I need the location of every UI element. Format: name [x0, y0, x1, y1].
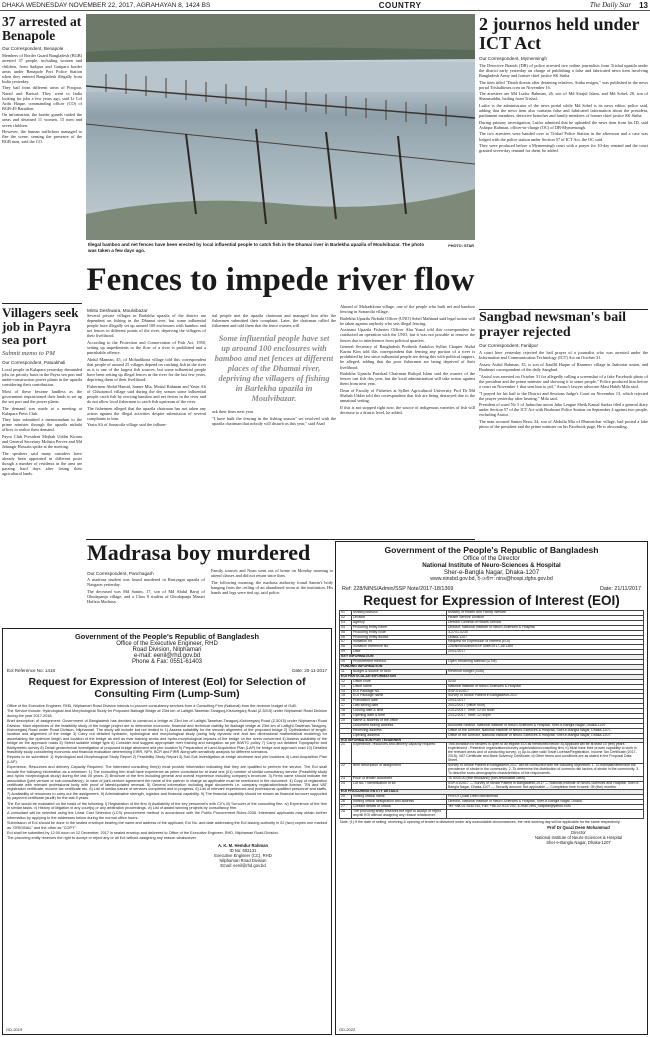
row-value: Ministry of Health and Family Welfare [447, 611, 644, 616]
sign-line: Nilphamari Road Division [219, 857, 267, 863]
sign-line: Email: eenil@rhd.gov.bd [220, 862, 266, 868]
row-label: Office code [352, 679, 447, 684]
ref-date: Date: 21/11/2017 [600, 586, 641, 592]
row-label: Agency [352, 620, 447, 625]
ad-note: Note: (1) If the date of selling, receiving & opening of tender is disturbed under any unavoidable circumstances, the next working day will be applicable for the same respectively. [340, 819, 621, 824]
row-label: Experience, resources and delivery capacity required [352, 743, 447, 764]
row-label: EOI Package No. [352, 689, 447, 694]
benapole-story [2, 15, 82, 302]
row-number: 10 [340, 660, 352, 665]
ad-office: Office of the Executive Engineer, RHD [116, 641, 218, 647]
row-number: 26 [340, 800, 352, 805]
row-label: Ministry/division [352, 611, 447, 616]
paragraph: The following morning, the madrasa authority found Sanim's body hanging from the ceiling of an abandoned room at the institution. His hands and legs were tied up, said police. [211, 579, 333, 595]
row-label: Publication date [352, 699, 447, 704]
sign-line: ID No: 602131 [229, 847, 257, 853]
row-label: Inviting official designation and address [352, 800, 447, 805]
paragraph: Local people in Kalapara yesterday demanded jobs on priority basis in the Payra sea port and under-construction power plants in the upazila considering their contribution. [2, 366, 82, 388]
payra-story [2, 306, 82, 622]
row-label: Invitation reference No. [352, 645, 447, 650]
ad-email: e-mail: eenil@rhd.gov.bd [133, 653, 201, 659]
sign-line: Sher-e-Bangla Nagar, Dhaka-1207 [546, 840, 611, 846]
row-value: Office of the Director, National Institute of Neuro-Sciences & Hospital, Sher-e-Bangla Nagar, Dhaka-1207. [447, 733, 644, 738]
paragraph: The man accused Sanim Reza, 24, son of Abdulla Mia of Dhamrichar village, had posted a fake photo of the president and the prime minister on his Facebook page, He is absconding. [479, 419, 648, 430]
paragraph: The procuring entity reserves the right to accept or reject any or all EoI without assigning any reason whatsoever. [7, 836, 197, 841]
row-number: 06 [340, 635, 352, 640]
paragraph: ask their fines next year. [212, 409, 254, 415]
row-number: 27 [340, 805, 352, 810]
paragraph: Several private villages in Barlekha upazila of the district are dependent on fishing in the Dhamai river, but some influential people have illegally set up around 100 enclosures with bamboo and net fences in different points of the river, depriving the villagers of their livelihood. [87, 313, 206, 339]
row-number: 15 [340, 694, 352, 699]
sign-line: National Institute of Neuro-Sciences & Hospital [534, 835, 623, 841]
paragraph: They later submitted a memorandum to the prime minister through the upazila nirbahi officer to realise their demand. [2, 417, 82, 433]
row-value: This invitation for tenders is open to all eligible EOI as mentioned below: a) Applicant will be at least 10 (ten) years experienced - Research organizations/survey organizations/consulting firm; b) Must have their proven capability to work in the relevant areas and of conducting survey; c) Up-to-date valid Trade License/Registration, Income Tax Certificate (2017-2018), VAT Certificate and Bank Solvency Certificate; d) Other terms and conditions are as stated in the Proposal Data Sheet. [447, 743, 644, 764]
paragraph: Office of the Executive Engineer, RHD, Nilphamari Road Division intends to procure consultancy services from a Consulting Firm (National) from the revenue budget of GoB. [7, 704, 297, 708]
ad-title: Request for Expression of Interest (EoI) for Selection of Consulting Firm (Lump-Sum) [28, 676, 306, 700]
row-label: Date [352, 650, 447, 655]
row-label: Procuring entity district [352, 635, 447, 640]
row-value: Prof Dr Quazi Deen Mohammad [447, 795, 644, 800]
row-number: 18 [340, 709, 352, 714]
paragraph: A court here yesterday rejected the bail prayer of a journalist who was arrested under the Information and Communication Technology (ICT) Act on October 31. [479, 350, 648, 361]
byline: Our Correspondent, Faridpur [479, 343, 538, 349]
row-label: Division [352, 615, 447, 620]
row-value: Tel: +88-02-9140752, Fax: +88-02-9137292, E-mail: nins_hospital@yahoo.com [447, 805, 644, 810]
paper-name: The Daily Star [589, 1, 632, 9]
paragraph: During primary investigation, Lutfor admitted that he uploaded the news item from his ID, said Ashiqur Rahman, officer-in-charge (OC) of DB-Mymensingh. [479, 119, 648, 130]
row-number: 12 [340, 679, 352, 684]
row-label: Price of tender document [352, 776, 447, 781]
madrasa-col-1 [87, 577, 205, 625]
row-label: Inviting official name [352, 795, 447, 800]
paragraph: Assistant Upazila Fisheries Officer Abu Yusuf told this correspondent he conducted an operation with the UNO, but it was not possible to remove the fences due to interference from political quarters. [340, 327, 475, 343]
paragraph: They were produced before a Mymensingh court with a prayer for 10-day remand and the court granted seven-day remand for them, he added. [479, 143, 648, 154]
row-number: 13 [340, 684, 352, 689]
row-number: 23 [340, 776, 352, 781]
sign-name: A. K. M. Hemdur Rahman [217, 842, 269, 848]
row-number: 20 [340, 718, 352, 723]
paragraph: A madrasa student was found murdered in Rasiyagat upazila of Naogaon yesterday. [87, 577, 205, 588]
eoi-table-row [340, 764, 644, 777]
row-label: Opening address [352, 733, 447, 738]
dateline: DHAKA WEDNESDAY NOVEMBER 22, 2017, AGRAHAYAN 8, 1424 BS [2, 1, 211, 9]
row-label: Name & address of the office [352, 718, 447, 723]
byline: Our Correspondent, Mymensingh [479, 55, 547, 61]
paragraph: Abdul Mannan, 45, of Mohadikona village told this correspondent that people of around 25 villages depend on catching fish in the river as it is one of the largest fish sources, but some influential people have been setting up illegal fences in the river for the last few years, depriving them of their livelihood. [87, 356, 206, 383]
row-label: Procuring entity name [352, 625, 447, 630]
eoi-table-row [340, 743, 644, 764]
row-value: Health Service Division [447, 615, 644, 620]
ad-code: GD-2019 [6, 1027, 23, 1032]
paragraph: Ahmed of Mohadikona village, one of the people who built net and bamboo fencing in Sonaroila village. [340, 304, 475, 315]
row-value: 0230 [447, 679, 644, 684]
row-value: 20/11/2017 [447, 699, 644, 704]
row-number: 22 [340, 764, 352, 777]
photo-illustration [86, 14, 475, 240]
sangbad-story [479, 311, 648, 539]
byline: Our Correspondent, Panchagarh [87, 571, 154, 576]
story-body [479, 350, 648, 429]
eoi-table [339, 610, 644, 819]
paragraph: The demand was made at a meeting at Kalapara Press Club. [2, 405, 82, 416]
paragraph: The arrestees are Md Lutfor Rahman, 26, son of Md Sirajul Islam, and Md Sohel, 28, son of Shamsuddin, hailing from Trishal. [479, 91, 648, 102]
row-number: 09 [340, 650, 352, 655]
row-number: 16 [340, 699, 352, 704]
paragraph: The EoI would be evaluated on the basis of the following: i) Registration of the firm ii) Availability of the key personnel's with CV's iii) Turnover of the consulting firm. iv) Experience of the firm in similar tasks. v) History of litigation in any court(s) or any arbitration proceedings. vi) List of award winning projects by consultancy firm. [7, 801, 327, 810]
byline: Our Correspondent, Benapole [2, 46, 64, 52]
row-label: Office name [352, 684, 447, 689]
ref-no: Ref: 228/NINS/Admin/SSP Note/2017-18/1369 [342, 586, 454, 592]
fences-col-2 [212, 313, 336, 538]
row-number: 28 [340, 810, 352, 819]
paragraph: The two arrestees were handed over to Trishal Police Station in the afternoon and a case was lodged with the police station under Section 57 of ICT Act, the OC said. [479, 131, 648, 142]
row-value: Office of the Director, National Institute of Neuro-Sciences & Hospital, Sher-e-Bangla Nagar, Dhaka-1207. [447, 728, 644, 733]
madrasa-col-2 [211, 568, 333, 625]
paragraph: President of ward No 5 of Jadurchar union Jubo League Sheik Kamal Sarkar filed a general diary under Section 57 of the ICT Act with Boalmari Police Station on September 4 against two people, excluding Assiur. [479, 402, 648, 418]
ad-signature [516, 825, 641, 845]
paragraph: Brief description of assignment: Government of Bangladesh has decided to construct a bridge at 23rd km of Lalitghi-Tawehan-Taragonj-Kishoreganj Road (Z-5015) under Nilphamari Road Division. Main objectives of the feasibility study of the bridge project are to determine economic, financial and technical viability for Baihagti bridge at 23rd km of Lalitghi-Tawehan-Taragonj-Kishoreganj Road under Road Division, Nilphamari. The study will include but not limited to 1) Assess suitability for the smooth alignment of the proposed bridge 2) Optimization of length, location and alignment of the bridge 3) Carry out detailed hydraulic, hydrological and morphological study (using fully dynamic one and two dimensional mathematical modeling) for ascertaining the optimum length and location of the bridge as well as river training works and hydro-morphological impacts of the bridge on the rivers concerned 4) Assess suitability of the bridge on the approach roads 5) Select suitable bridge type 6) Consider and suggest appropriate river training and navigation as per BIWTC policy 7) Carry out detailed Topographic and Bathymetric survey 8) Detail geotechnical investigation of proposed bridge abutment and pier location 9) Preparation of Land Acquisition Plan (LAP) for bridge and approach road 10) Detailed feasibility study considering economic and financial evaluation determining EIRR, NPV, BCR and FIRR along with sensitivity analysis for different scenarios. [7, 719, 327, 755]
section-heading: EOI INFORMATION FOR TENDERER [340, 738, 644, 743]
headline: Villagers seek job in Payra sea port [2, 306, 79, 348]
ad-division: Road Division, Nilphamari [132, 647, 202, 653]
paragraph: "I have built the fencing in the fishing season" we resolved with the upazila chairman that nobody will disturb us this year," said Asad [212, 415, 336, 426]
row-label: Contact details of official [352, 805, 447, 810]
row-number: 05 [340, 630, 352, 635]
masthead [0, 0, 650, 11]
sign-name: Prof Dr Quazi Deen Mohammad [547, 825, 610, 831]
headline: Sangbad newsman's bail prayer rejected [479, 311, 627, 340]
main-headline: Fences to impede river flow [86, 263, 475, 298]
pull-quote: Some influential people have set up around 100 enclosures with bamboo and net fences at different places of the Dhamai river, depriving the villagers of fishing in Barlekha upazila in Moulvibazar. [214, 334, 334, 404]
paragraph: The speakers said many outsiders have already been appointed in different posts though a number of residents in the area are passing hard days after losing their agricultural lands. [2, 450, 82, 477]
ad-gov: Government of the People's Republic of Bangladesh [384, 545, 599, 555]
page-number: 13 [639, 0, 648, 10]
row-value [447, 810, 644, 819]
row-label: Invitation for [352, 640, 447, 645]
paragraph: A consultant will be selected using the Least Cost Selection (LCS) procurement method in accordance with the Public Procurement Rules-2008. Interested applicants may obtain further information by applying to the addresses below during the normal office hours. [7, 811, 327, 820]
paragraph: The Service include: Hydrological and Morphological Study for Proposed Baihagti Bridge at 23rd km of Lalitghi-Tawehan-Taragonj-Kishoreganj Road (Z-5015) under Nilphamari Road Division during the year 2017-2018. [7, 709, 327, 718]
row-value: Dhaka-1207 [447, 635, 644, 640]
row-number: 02 [340, 615, 352, 620]
paragraph: Lutfor is the administrator of the news portal while Md Sohel is its news editor, police said, adding that the news item also contains false and fabricated information about the president, parliament members, detective branches and family members of former chief justice SK Sinha. [479, 102, 648, 119]
ad-web: www.ninsbd.gov.bd, ই-মেইল: nins@hospi.dghs.gov.bd [430, 576, 553, 582]
paragraph: Barlekha Upazila Nirbahi Officer (UNO) Sohel Mahmud said legal action will be taken against anybody who sets illegal fencing. [340, 315, 475, 326]
paragraph: Yasin Ali of Sonaroila village said the influen- [87, 422, 167, 428]
paragraph: General Secretary of Bangladesh Proibesh Andolon Sylhet Chapter Abdul Karim Kim told this correspondent that fencing any portion of a river is prohibited by law since influential people are doing this with political support, he alleged, adding that the poor fishermen are being deprived of their livelihood. [340, 344, 475, 370]
paragraph: Assaw Asiful Rahman, 35, is son of Jiaullil Haque of Ramnorr village in Jaahortar union, and Boalmari correspondent of the daily Sangbad. [479, 362, 648, 373]
row-number: 04 [340, 625, 352, 630]
row-label: Last selling date [352, 704, 447, 709]
row-number: 17 [340, 704, 352, 709]
row-label: Closing date & time [352, 709, 447, 714]
fences-col-3 [340, 304, 475, 538]
row-value: 228/NINS/Admin/SSP Note/2017-18/1369 [447, 645, 644, 650]
row-number: 08 [340, 645, 352, 650]
paragraph: Members of Border Guard Bangladesh (BGB) arrested 37 people, including women and children, from Sadipur and Gatipara border areas under Benapole Port Police Station when they entered Bangladesh illegally from India yesterday. [2, 53, 82, 84]
paragraph: They hail from different areas of Pirojpur, Narail and Barisal. They went to India looking for jobs a few years ago, said Lt Col Arifu Haque, commanding officer (CO) of BGB-49 Battalion. [2, 85, 82, 111]
row-label: Opening date & time [352, 714, 447, 719]
ad-title: Request for Expression of Interest (EOI) [363, 593, 620, 608]
headline: 37 arrested at Benapole [2, 15, 82, 44]
row-label: Procuring entity code [352, 630, 447, 635]
photo-caption: Illegal bamboo and net fences have been erected by local influential people to catch fish in the Dhamai river in Barlekha upazila of Moulvibazar. The photo was taken a few days ago. [88, 242, 425, 253]
paragraph: The deceased was Md Sanim, 17, son of Md Abdul Baraj of Ghodapanja village, and a Class 8 student of Ghodapanja Mazari Hafizia Madrasa. [87, 588, 205, 604]
row-value: Director, National Institute of Neuro-Sciences & Hospital [447, 625, 644, 630]
section-heading: KEY INFORMATION [340, 655, 644, 660]
row-value: 21/12/2017, Time: 12:30pm [447, 714, 644, 719]
paragraph: EoI shall be submitted by 12:00 noon on 12 December, 2017 in sealed envelop and delivered to Office of the Executive Engineer, RHD, Nilphamari Road Division. [7, 830, 279, 835]
story-body [2, 367, 82, 476]
row-number: 11 [340, 669, 352, 674]
ad-body [3, 703, 331, 843]
fences-col-1 [87, 313, 206, 538]
river-fence-photo [86, 14, 475, 240]
row-label: Document selling address [352, 723, 447, 728]
row-value: SSP-01/2017 — Survey of Stroke Patient in Bangladesh-2017 — National Institute of Neuro-Sciences and Hospital, Sher-e-Bangla Nagar, Dhaka-1207 — Security amount: Not applicable — Completion time in week: 05 (five) months [447, 781, 644, 790]
ad-code: GD-2022 [339, 1027, 356, 1032]
row-number: 07 [340, 640, 352, 645]
row-value: National Institute of Neuro-Sciences & Hospital [447, 684, 644, 689]
row-value: 20/11/2017 [447, 650, 644, 655]
row-number: 19 [340, 714, 352, 719]
ad-phone: Phone & Fax: 0551-61403 [131, 659, 203, 665]
paragraph: However, the human traffickers managed to flee the scene, sensing the presence of the BGB men, said the CO. [2, 129, 82, 145]
row-label: Procurement method [352, 660, 447, 665]
row-value: Open Tendering Method (OTM) [447, 660, 644, 665]
nins-eoi-advert [335, 541, 648, 1035]
paragraph: Barlekha Upazila Parishad Chairman Rafiqul Islam said the owners of the fences can fish this year, but the local administration will take action against them from next year. [340, 371, 475, 387]
headline: 2 journos held under ICT Act [479, 15, 640, 53]
ad-gov: Government of the People's Republic of Bangladesh [74, 632, 260, 641]
paragraph: On information, the border guards raided the areas and detained 11 women, 15 men and seven children. [2, 112, 82, 128]
row-value: Tk 5000.00 (five thousand) (non-refundable cash). [447, 776, 644, 781]
journos-story [479, 15, 648, 305]
sign-line: Executive Engineer (CC), RHD [214, 852, 272, 858]
row-label: EOI Package name [352, 694, 447, 699]
row-number: 14 [340, 689, 352, 694]
ad-signature [173, 843, 313, 868]
row-value: 20/12/2017 (office hour) [447, 704, 644, 709]
paragraph: The Detective Branch (DB) of police arrested two online journalists from Trishal upazila under the district early yesterday on charge of publishing a false and fabricated news item involving Bangladesh Army and former chief justice SK Sinha. [479, 62, 648, 78]
row-value: Survey of Stroke Patient in Bangladesh-2017 [447, 694, 644, 699]
paragraph: The item titled "Death threats after detaining relatives, Sinha resigns," was published in the news portal Trishaltimes.com on November 16. [479, 79, 648, 90]
paragraph: If this is not stopped right now, the source of indigenous varieties of fish will decrease to a drastic level, he added. [340, 404, 475, 415]
paragraph: tial people met the upazila chairman and managed him after the fishermen submitted their complaint. Later, the chairman called the fishermen and told them that the fence owners will [212, 313, 336, 329]
paragraph: "Assiul was arrested on October 31 for allegedly calling a screenshot of a fake Facebook photo of the president and the prime minister and showing it to some people," Police produced him before a court on November 1 that sent him to jail," Assiur's lawyer advocate Masi Habib Mila said. [479, 373, 648, 389]
paragraph: Family sources and Noan went out of home on Monday morning to attend classes and did not return since then. [211, 568, 333, 579]
eoi-table-wrap [336, 610, 647, 819]
section-heading: EOI PROCURING ENTITY DETAILS [340, 790, 644, 795]
photo-credit: PHOTO: STAR [448, 244, 474, 248]
row-label: Brief description of assignment [352, 764, 447, 777]
paragraph: Fishermen Abdul Hamid, Samer Mia, Motiul Rahman and Yasin Ali of Chhotomol village said during the dry season some influential people catch fish by erecting bamboo and net fences in the river and do not allow local fishermen to catch fish upstream of the river. [87, 383, 206, 404]
ad-institute: National Institute of Neuro-Sciences & Hospital [422, 562, 561, 569]
rhd-eoi-advert [2, 628, 332, 1035]
row-label: Lot No. / Identification of lot [352, 781, 447, 790]
row-value: Revenue budget (GoB) [447, 669, 644, 674]
story-body [2, 53, 82, 144]
eoi-table-row [340, 810, 644, 819]
paragraph: Experience, Resources and delivery Capacity Required: The interested consulting firm(s) must provide information indicating that they are qualified to perform the service. The EoI shall include the following information as a minimum: 1) The consulting firm shall have experience as prime consultant for at least one (01) number of similar consultancy service (Feasibility study and hydro morphological study) during the last 05 years. 2) Brochure of the firm including general and overall experience including company's brochure. 3) Firms name should indicate the association (joint venture or sub-consultancy). In case of joint-venture agreement the name of the partner in charge as applicable must be mentioned in the document. 4) Copy of registration certificate with relevant professional body with proof of latest/updated renewal. 5) General information including legal documents i.e. company registration/trade license, TIN and VAT registration certificate, income tax certificate etc. 6) List of similar nature of services completed and in progress. 6) List of relevant experienced and professional qualified personnel and staffs. 7) Availability of resources to carry out the assignment. 8) Administrative strength, logistics and financial capability. 9) The financial capability should be shown as financial turnover supported by payment certificate (audit) for the last 5 years. [7, 765, 327, 801]
ref-no: Eol Reference No: 1418 [7, 668, 56, 673]
sign-line: Director [571, 830, 586, 836]
paragraph: Submission of EoI should be done in the sealed envelope bearing the name and address of the applicant, EoI No. and date addressing the EoI issuing authority in 02 (two) copies one marked as "ORIGINAL" and the other as "COPY". [7, 821, 327, 830]
row-label: Budget & source of fund [352, 669, 447, 674]
deck: Submit memo to PM [2, 349, 55, 357]
paragraph: Dean of Faculty of Fisheries at Sylhet Agricultural University Prof Dr Md Shahab Uddin told this correspondent that fish are being destroyed due to the unnatural setting. [340, 387, 475, 404]
byline: Our Correspondent, Patuakhali [2, 359, 66, 365]
row-number: 03 [340, 620, 352, 625]
paragraph: Reports to be submitted: 1) Hydrological and Morphological Study Report 2) Feasibility Study Report 3) Soil-Soil Investigation at bridge abutment and pier locations 4) Land Acquisition Plan (LAP). [7, 755, 327, 764]
ad-ref-line [336, 584, 647, 592]
row-value: Director, National Institute of Neuro-Sciences & Hospital, Sher-e-Bangla Nagar, Dhaka. [447, 800, 644, 805]
row-value: Director General of Health Service [447, 620, 644, 625]
row-number: 24 [340, 781, 352, 790]
row-number: 25 [340, 795, 352, 800]
paragraph: According to the Protection and Conservation of Fish Act, 1950, setting up impediments to the flow of a river is prohibited and a punishable offence. [87, 339, 206, 356]
paragraph: "I prayed for his bail to the District and Sessions Judge's Court on November 13, which rejected the prayer yesterday after hearing," Mila said. [479, 390, 648, 401]
section-name: COUNTRY [378, 0, 422, 10]
paragraph: Payra Club President Mejbah Uddin Kiranu and General Secretary Mohsin Pervez and Md Jahangir Hossain spoke at the meeting. [2, 434, 82, 450]
paragraph: The fishermen alleged that the upazila chairman has not taken any action against the illegal activities despite submission of several complaints to him. [87, 405, 206, 421]
row-label: Receiving address [352, 728, 447, 733]
story-body [479, 63, 648, 154]
row-value: Accounts Section, National Institute of Neuro-Sciences & Hospital, Sher-e-Bangla Nagar, Dhaka-1207. [447, 723, 644, 728]
row-value: 21/12/2017, Time: 12:00 noon [447, 709, 644, 714]
ad-office: Office of the Director [463, 555, 520, 562]
row-number: 01 [340, 611, 352, 616]
madrasa-headline: Madrasa boy murdered [87, 541, 311, 565]
ad-address: Sher-e-Bangla Nagar, Dhaka-1207 [443, 569, 540, 576]
ref-date: Date: 20-11-2017 [292, 668, 327, 673]
section-heading: EOI PARTICULAR INFORMATION [340, 674, 644, 679]
row-label: The procuring entity reserves the right to accept or reject any/all EOI without assigning any reason whatsoever. [352, 810, 447, 819]
byline: Mintu Deshwara, Moulvibazar [87, 308, 148, 313]
paragraph: Most of these became landless as the government requisitioned their lands to set up the sea port and the power plants. [2, 388, 82, 404]
section-heading: FUNDING INFORMATION [340, 664, 644, 669]
row-number: 21 [340, 743, 352, 764]
row-value: 3-2701-0230 [447, 630, 644, 635]
row-value: Request for Expression of Interest (EOI) [447, 640, 644, 645]
ad-ref-line [3, 665, 331, 673]
row-value: Survey of Stroke Patient in Bangladesh-2017 will be conducted with the following objectives: 1. To estimate/determine the prevalence of stroke in the community. 2. To determine the distribution of common risk factors of stroke in the community. 3. To describe socio-demographic characteristics of the respondents. [447, 764, 644, 777]
row-value: SSP-01/2017 [447, 689, 644, 694]
